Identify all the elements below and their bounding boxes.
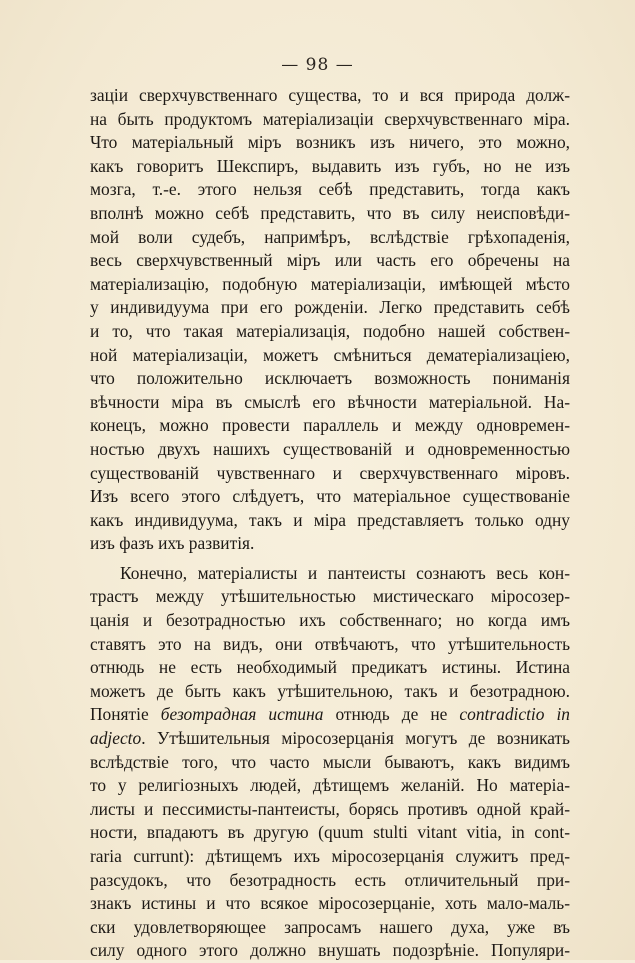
- body-text: [90, 84, 570, 963]
- text-segment: ставятъ это на видъ, они отвѣчаютъ, что утѣшительность: [90, 633, 570, 654]
- text-segment: мой воли судебъ, напримѣръ, вслѣдствіе грѣхопаденія,: [90, 226, 570, 247]
- text-segment: конецъ, можно провести параллель и между одновремен-: [90, 415, 570, 436]
- text-segment: заціи сверхчувственнаго существа, то и вся природа долж-: [90, 85, 570, 105]
- text-line: [90, 391, 570, 415]
- text-line: [90, 226, 570, 250]
- text-segment: что положительно исключаетъ возможность пониманія: [90, 368, 570, 389]
- text-segment: ностью двухъ нашихъ существованій и одновременностью: [90, 438, 570, 459]
- paragraph: [90, 84, 570, 556]
- text-line: [90, 845, 570, 869]
- text-line: [90, 84, 570, 108]
- text-line: [90, 178, 570, 202]
- text-line: [90, 892, 570, 916]
- text-line: [90, 509, 570, 533]
- text-line: [90, 344, 570, 368]
- text-line: [90, 869, 570, 893]
- text-segment: матеріализацію, подобную матеріализаціи, имѣющей мѣсто: [90, 273, 570, 294]
- page-number: — 98 —: [281, 55, 354, 75]
- text-line: [90, 798, 570, 822]
- text-line: [90, 414, 570, 438]
- text-segment: Что матеріальный міръ возникъ изъ ничего, это можно,: [90, 132, 570, 153]
- text-line: [90, 939, 570, 963]
- text-segment: на быть продуктомъ матеріализаціи сверхчувственнаго міра.: [90, 108, 570, 129]
- text-segment: Конечно, матеріалисты и пантеисты сознаютъ весь кон-: [120, 562, 570, 583]
- text-line: [90, 562, 570, 586]
- text-segment: raria currunt): дѣтищемъ ихъ міросозерцанія служитъ пред-: [90, 846, 570, 866]
- text-segment: . Утѣшительныя міросозерцанія могутъ де возникать: [141, 728, 570, 749]
- text-line: [90, 821, 570, 845]
- text-segment: ски удовлетворяющее запросамъ нашего духа, уже въ: [90, 916, 570, 937]
- text-line: [90, 249, 570, 273]
- text-segment: и то, что такая матеріализація, подобно нашей собствен-: [90, 320, 570, 341]
- text-segment: цанія и безотрадностью ихъ собственнаго; но когда имъ: [90, 610, 570, 631]
- text-segment: трастъ между утѣшительностью мистическаго міросозер-: [90, 586, 570, 607]
- text-line: [90, 774, 570, 798]
- text-segment: то у религіозныхъ людей, дѣтищемъ желаній. Но матеріа-: [90, 775, 570, 796]
- text-segment: вѣчности міра въ смыслѣ его вѣчности матеріальной. На-: [90, 391, 570, 412]
- text-line: [90, 131, 570, 155]
- text-line: [90, 680, 570, 704]
- text-segment: силу одного этого должно внушать подозрѣніе. Популяри-: [90, 940, 570, 961]
- text-segment: ности, впадаютъ въ другую (quum stulti vitant vitia, in cont-: [90, 822, 570, 843]
- text-segment: вполнѣ можно себѣ представить, что въ силу неисповѣди-: [90, 202, 570, 223]
- text-line: [90, 367, 570, 391]
- text-line: [90, 703, 570, 727]
- text-line: [90, 656, 570, 680]
- text-line: [90, 273, 570, 297]
- text-segment: можетъ де быть какъ утѣшительною, такъ и безотрадною.: [90, 680, 570, 701]
- italic-text: contradictio in: [459, 704, 570, 725]
- text-segment: Изъ всего этого слѣдуетъ, что матеріальное существованіе: [90, 486, 570, 507]
- text-segment: ной матеріализаціи, можетъ смѣниться дематеріализаціею,: [90, 344, 570, 365]
- text-segment: Понятіе: [90, 704, 161, 725]
- text-segment: существованій чувственнаго и сверхчувственнаго міровъ.: [90, 462, 570, 483]
- text-segment: листы и пессимисты-пантеисты, борясь противъ одной край-: [90, 798, 570, 819]
- text-segment: отнюдь де не: [323, 704, 460, 725]
- text-line: [90, 155, 570, 179]
- text-line: [90, 916, 570, 940]
- text-line: [90, 485, 570, 509]
- text-segment: мозга, т.-е. этого нельзя себѣ представить, тогда какъ: [90, 179, 570, 200]
- text-line: [90, 633, 570, 657]
- text-segment: изъ фазъ ихъ развитія.: [90, 533, 255, 554]
- text-line: [90, 609, 570, 633]
- text-segment: отнюдь не есть необходимый предикатъ истины. Истина: [90, 657, 570, 678]
- text-line: [90, 585, 570, 609]
- text-line: [90, 751, 570, 775]
- text-segment: вслѣдствіе того, что часто мысли бываютъ, какъ видимъ: [90, 751, 570, 772]
- text-segment: знакъ истины и что всякое міросозерцаніе, хоть мало-маль-: [90, 893, 570, 914]
- italic-text: adjecto: [90, 728, 142, 749]
- text-line: [90, 202, 570, 226]
- italic-text: безотрадная истина: [160, 704, 324, 725]
- text-segment: весь сверхчувственный міръ или часть его обречены на: [90, 250, 570, 271]
- text-line: [90, 296, 570, 320]
- text-line: [90, 320, 570, 344]
- paragraph: [90, 562, 570, 963]
- text-segment: у индивидуума при его рожденіи. Легко представить себѣ: [90, 297, 570, 318]
- text-segment: какъ индивидуума, такъ и міра представляетъ только одну: [90, 509, 570, 530]
- text-line: [90, 727, 570, 751]
- text-segment: какъ говоритъ Шекспиръ, выдавить изъ губъ, но не изъ: [90, 155, 570, 176]
- text-segment: разсудокъ, что безотрадность есть отличительный при-: [90, 869, 570, 890]
- text-line: [90, 438, 570, 462]
- text-line: [90, 532, 570, 556]
- text-line: [90, 108, 570, 132]
- text-line: [90, 462, 570, 486]
